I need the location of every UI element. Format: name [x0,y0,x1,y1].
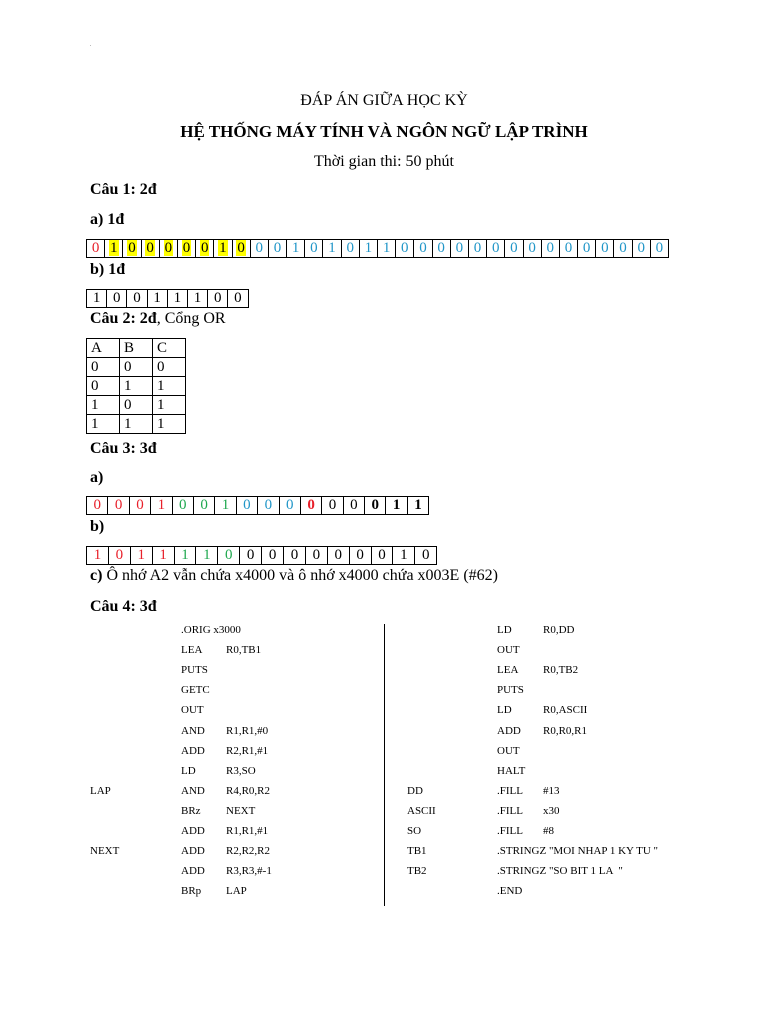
code-token: AND [181,784,205,797]
table-row [87,377,186,396]
code-token: .STRINGZ "SO BIT 1 LA " [497,865,623,878]
q1-b-label: b) 1đ [90,261,126,278]
code-token: TB2 [407,865,427,878]
q1-a-label: a) 1đ [90,211,125,228]
bit-cell: 1 [386,497,407,515]
table-cell: A [87,339,120,358]
bit-cell: 1 [167,290,187,308]
code-token: #8 [543,825,554,837]
bit-cell: 0 [87,497,108,515]
table-row [87,339,186,358]
q3-c-text: Ô nhớ A2 vẫn chứa x4000 và ô nhớ x4000 chứa x003E (#62) [102,567,498,584]
bit-cell: 0 [232,240,250,258]
bit-cell: 0 [365,497,386,515]
bit-cell: 0 [159,240,177,258]
bit-cell: 0 [305,547,327,565]
bit-cell: 0 [218,547,240,565]
bit-cell: 0 [414,240,432,258]
bit-cell: 0 [108,547,130,565]
bit-cell: 0 [632,240,650,258]
bit-cell: 0 [258,497,279,515]
table-cell: 0 [120,358,153,377]
code-token: R3,R3,#-1 [226,865,272,878]
table-cell: 1 [120,377,153,396]
bit-cell: 0 [614,240,632,258]
q4-heading: Câu 4: 3đ [90,598,157,615]
table-cell: 0 [87,377,120,396]
bit-cell: 1 [359,240,377,258]
code-token: OUT [497,644,520,657]
code-token: DD [407,784,423,797]
bit-cell: 0 [262,547,284,565]
code-token: .FILL [497,825,523,837]
bit-cell: 1 [214,240,232,258]
bit-cell: 0 [322,497,343,515]
bit-cell: 1 [87,290,107,308]
bit-cell: 0 [396,240,414,258]
bit-cell: 0 [279,497,300,515]
bit-cell: 0 [415,547,437,565]
bit-cell: 0 [450,240,468,258]
code-token: BRz [181,804,201,817]
bit-cell: 0 [596,240,614,258]
bit-cell: 0 [196,240,214,258]
bit-cell: 0 [177,240,195,258]
code-token: R3,SO [226,764,256,777]
stray-mark [90,45,91,46]
code-token: OUT [181,704,204,717]
or-truth-table [86,338,186,434]
table-cell: 1 [120,415,153,434]
q3-c-line [90,567,498,585]
exam-duration: Thời gian thi: 50 phút [313,153,454,170]
bit-cell: 1 [105,240,123,258]
q3-a-label: a) [90,469,104,486]
bit-cell: 0 [371,547,393,565]
bit-cell: 1 [323,240,341,258]
code-token: .END [497,885,523,898]
table-cell: C [153,339,186,358]
bit-cell: 1 [196,547,218,565]
bit-cell: 1 [174,547,196,565]
code-token: x30 [543,804,560,817]
bit-cell: 0 [250,240,268,258]
bit-cell: 0 [343,497,364,515]
code-token: .ORIG x3000 [181,624,241,636]
bit-cell: 0 [107,290,127,308]
table-cell: 0 [153,358,186,377]
bit-cell: 0 [505,240,523,258]
bit-cell: 0 [208,290,228,308]
bit-cell: 0 [284,547,306,565]
code-token: LD [181,764,196,777]
table-row [87,396,186,415]
bit-cell: 0 [487,240,505,258]
code-token: .STRINGZ "MOI NHAP 1 KY TU " [497,845,659,858]
code-token: LAP [226,885,247,898]
q2-heading: Câu 2: 2đ [90,310,157,327]
code-token: R1,R1,#1 [226,825,269,837]
code-token: R0,TB1 [226,644,262,657]
bit-cell: 1 [215,497,236,515]
code-token: PUTS [497,684,524,697]
table-row [87,415,186,434]
q3-b-label: b) [90,518,105,535]
bit-cell: 1 [147,290,167,308]
code-token: .FILL [497,784,523,797]
bit-cell: 0 [523,240,541,258]
bit-cell: 0 [127,290,147,308]
bit-cell: 0 [300,497,321,515]
bit-cell: 1 [407,497,428,515]
code-token: R0,DD [543,624,575,636]
bit-cell: 0 [578,240,596,258]
code-token: AND [181,724,205,737]
code-token: SO [407,825,422,837]
code-token: R1,R1,#0 [226,724,269,737]
code-token: ADD [497,724,521,737]
code-token: NEXT [90,845,120,858]
table-row [87,358,186,377]
q1-b-bit-table [86,289,249,308]
bit-cell: 1 [378,240,396,258]
q2-heading-line [90,310,226,328]
code-token: PUTS [181,664,208,677]
code-token: LAP [90,784,111,797]
q3-b-bit-table [86,546,437,565]
code-divider [384,624,385,906]
bit-cell: 1 [187,290,207,308]
table-cell: 1 [153,396,186,415]
bit-cell: 0 [349,547,371,565]
code-token: LEA [497,664,519,677]
bit-cell: 1 [151,497,172,515]
bit-cell: 0 [327,547,349,565]
code-token: R4,R0,R2 [226,784,271,797]
code-token: TB1 [407,845,427,858]
bit-cell: 0 [193,497,214,515]
bit-cell: 0 [129,497,150,515]
table-cell: 0 [120,396,153,415]
bit-cell: 0 [172,497,193,515]
q2-note: , Cổng OR [156,310,226,327]
bit-cell: 0 [141,240,159,258]
bit-cell: 0 [87,240,105,258]
bit-cell: 0 [108,497,129,515]
subject-title: HỆ THỐNG MÁY TÍNH VÀ NGÔN NGỮ LẬP TRÌNH [180,122,588,141]
bit-cell: 0 [240,547,262,565]
code-token: HALT [497,764,526,777]
bit-cell: 0 [541,240,559,258]
bit-cell: 0 [341,240,359,258]
exam-title: ĐÁP ÁN GIỮA HỌC KỲ [300,92,468,109]
bit-cell: 0 [123,240,141,258]
table-cell: 1 [87,415,120,434]
code-token: R0,R0,R1 [543,724,588,737]
table-cell: 0 [87,358,120,377]
bit-cell: 0 [236,497,257,515]
table-cell: 1 [87,396,120,415]
code-token: R2,R2,R2 [226,845,271,858]
table-cell: 1 [153,415,186,434]
code-token: #13 [543,784,560,797]
q1-heading: Câu 1: 2đ [90,181,157,198]
code-token: LEA [181,644,203,657]
bit-cell: 1 [287,240,305,258]
bit-cell: 0 [268,240,286,258]
code-token: ADD [181,825,205,837]
code-token: R2,R1,#1 [226,744,269,757]
code-token: NEXT [226,804,256,817]
table-cell: B [120,339,153,358]
code-token: ADD [181,744,205,757]
code-token: BRp [181,885,202,898]
code-token: R0,ASCII [543,704,588,717]
q3-a-bit-table [86,496,429,515]
bit-cell: 1 [130,547,152,565]
q1-a-bit-table [86,239,669,258]
code-token: R0,TB2 [543,664,579,677]
code-token: LD [497,704,512,717]
code-token: OUT [497,744,520,757]
bit-cell: 0 [432,240,450,258]
bit-cell: 0 [305,240,323,258]
bit-cell: 1 [152,547,174,565]
bit-cell: 0 [650,240,668,258]
bit-cell: 1 [393,547,415,565]
q3-c-label: c) [90,567,103,584]
q3-heading: Câu 3: 3đ [90,440,157,457]
bit-cell: 0 [559,240,577,258]
bit-cell: 0 [468,240,486,258]
code-token: ADD [181,865,205,878]
code-token: LD [497,624,512,636]
code-token: .FILL [497,804,523,817]
code-token: ASCII [407,804,436,817]
bit-cell: 0 [228,290,248,308]
bit-cell: 1 [87,547,109,565]
table-cell: 1 [153,377,186,396]
code-token: ADD [181,845,205,858]
code-token: GETC [181,684,210,697]
